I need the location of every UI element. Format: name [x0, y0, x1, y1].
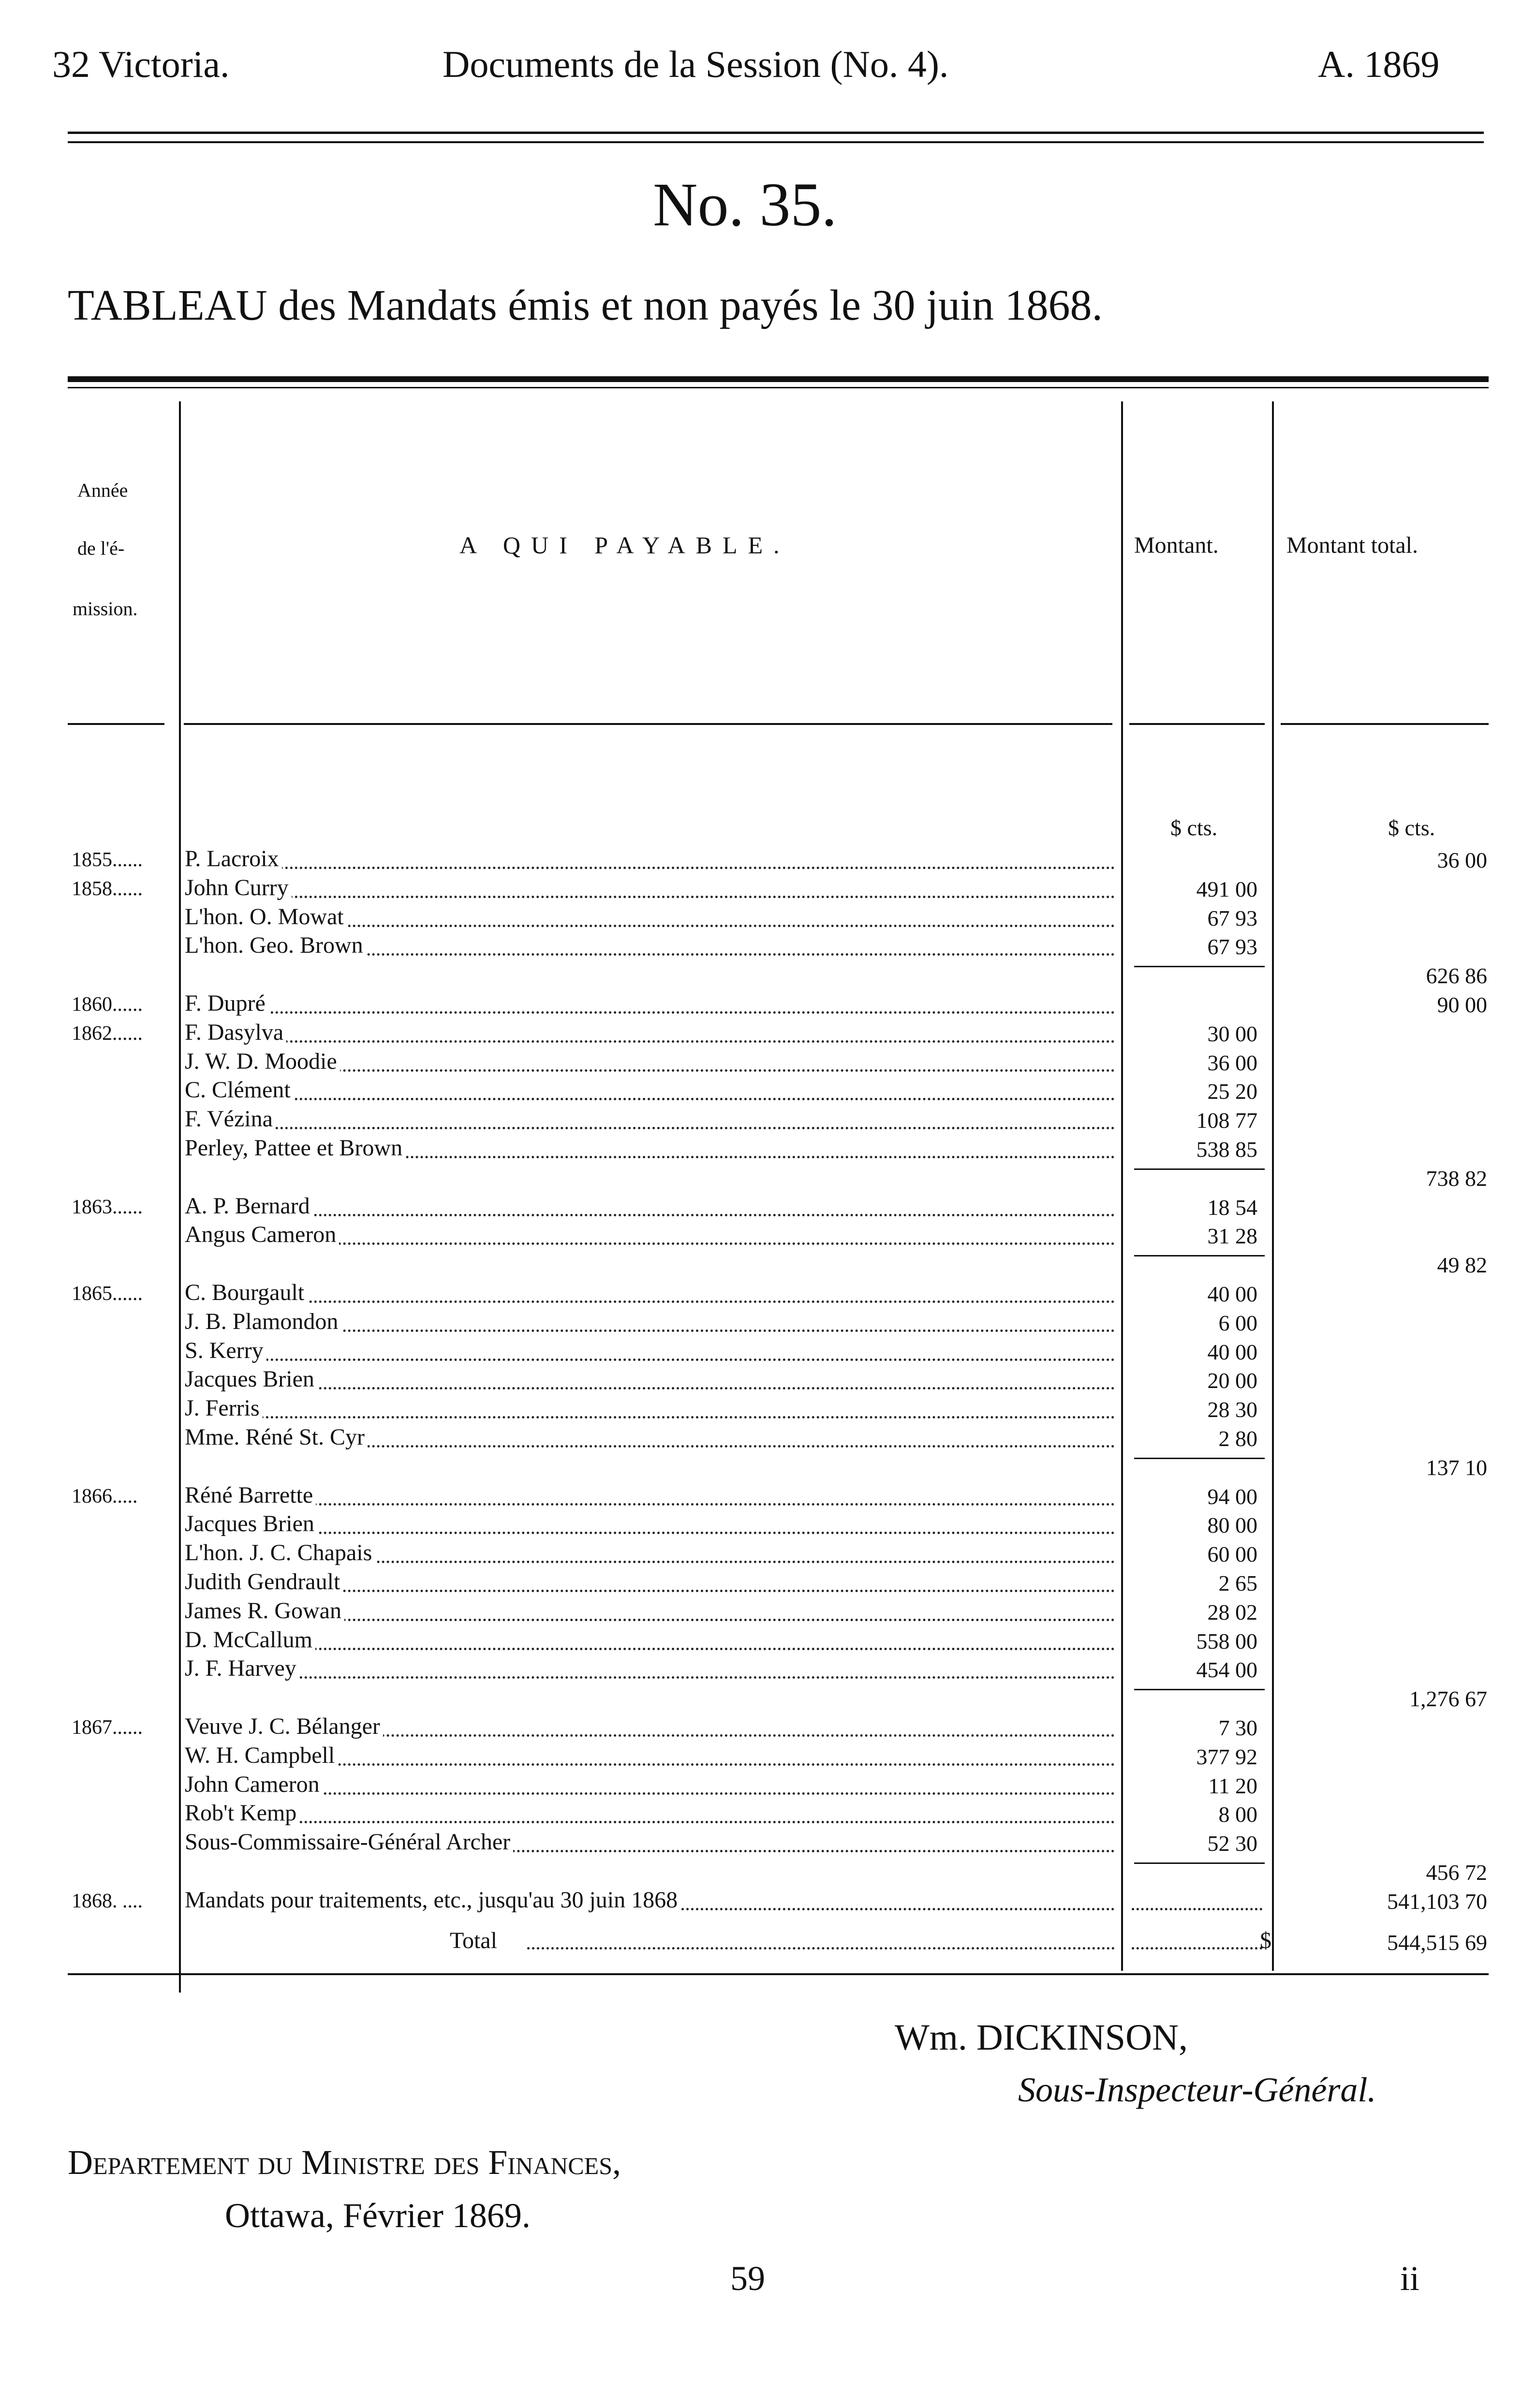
row-amount: 454 00	[1196, 1657, 1257, 1683]
divider-amount	[1272, 401, 1274, 1971]
row-amount: 11 20	[1208, 1773, 1257, 1798]
unit-label-amount: $ cts.	[1170, 815, 1218, 840]
column-head-rule-payee	[184, 723, 1112, 725]
column-head-rule-amount	[1129, 723, 1265, 725]
header-rule-top	[68, 132, 1484, 134]
row-amount: 80 00	[1207, 1513, 1257, 1538]
row-payee: Judith Gendrault	[185, 1568, 343, 1595]
row-total: 456 72	[1426, 1860, 1487, 1885]
header-left: 32 Victoria.	[52, 43, 230, 85]
total-row-value: 544,515 69	[1387, 1930, 1487, 1955]
page-number: 59	[730, 2259, 765, 2298]
unit-label-total: $ cts.	[1388, 815, 1435, 840]
row-payee: Mme. Réné St. Cyr	[185, 1424, 368, 1450]
row-payee: F. Dasylva	[185, 1019, 286, 1046]
subtotal-rule	[1134, 1458, 1265, 1459]
row-leader-dots	[189, 1214, 1115, 1216]
row-leader-dots	[189, 1503, 1115, 1506]
row-amount: 6 00	[1218, 1310, 1257, 1335]
row-leader-dots	[189, 1792, 1115, 1795]
row-leader-dots	[189, 1359, 1115, 1361]
row-total: 738 82	[1426, 1166, 1487, 1191]
row-amount: 2 65	[1218, 1571, 1257, 1595]
header-right: A. 1869	[1318, 43, 1440, 85]
row-payee: Jacques Brien	[185, 1366, 317, 1392]
row-payee: J. W. D. Moodie	[185, 1048, 340, 1075]
row-leader-dots	[189, 1011, 1115, 1014]
column-heading-year-1: Année	[77, 479, 128, 501]
row-payee: J. F. Harvey	[185, 1655, 299, 1682]
subtotal-rule	[1134, 1168, 1265, 1170]
row-payee: C. Bourgault	[185, 1279, 307, 1306]
row-amount: 2 80	[1218, 1426, 1257, 1451]
row-amount: 8 00	[1218, 1802, 1257, 1827]
row-amount-leader-dots	[1132, 1908, 1262, 1910]
row-payee: P. Lacroix	[185, 845, 282, 872]
row-payee: James R. Gowan	[185, 1597, 344, 1624]
table-top-rule	[68, 376, 1489, 382]
row-payee: Mandats pour traitements, etc., jusqu'au 30 juin 1868	[185, 1887, 680, 1913]
row-amount: 558 00	[1196, 1628, 1257, 1654]
column-heading-total: Montant total.	[1286, 532, 1418, 558]
row-year: 1866.....	[72, 1485, 138, 1507]
sheet-mark: ii	[1400, 2259, 1420, 2298]
row-amount: 491 00	[1196, 876, 1257, 901]
row-amount: 40 00	[1207, 1282, 1257, 1306]
row-year: 1867......	[72, 1716, 143, 1739]
row-leader-dots	[189, 867, 1115, 869]
place-date-line: Ottawa, Février 1869.	[225, 2196, 531, 2235]
row-amount: 377 92	[1196, 1744, 1257, 1769]
row-payee: F. Vézina	[185, 1106, 276, 1132]
row-payee: J. Ferris	[185, 1395, 263, 1421]
row-payee: John Cameron	[185, 1771, 323, 1798]
column-head-rule-total	[1281, 723, 1489, 725]
row-payee: L'hon. Geo. Brown	[185, 932, 366, 959]
row-amount: 538 85	[1196, 1137, 1257, 1162]
column-heading-year-3: mission.	[73, 598, 138, 620]
row-leader-dots	[189, 896, 1115, 898]
row-payee: S. Kerry	[185, 1337, 266, 1364]
row-leader-dots	[189, 1127, 1115, 1129]
row-total: 49 82	[1437, 1253, 1487, 1278]
header-center: Documents de la Session (No. 4).	[443, 43, 949, 85]
row-payee: C. Clément	[185, 1077, 294, 1103]
table-title: TABLEAU des Mandats émis et non payés le 30 juin 1868.	[68, 281, 1103, 329]
row-year: 1868. ....	[72, 1890, 143, 1912]
row-amount: 18 54	[1207, 1195, 1257, 1220]
row-payee: W. H. Campbell	[185, 1742, 338, 1769]
total-row-leader	[527, 1947, 1115, 1950]
document-number: No. 35.	[653, 170, 837, 239]
row-payee: Angus Cameron	[185, 1221, 339, 1248]
row-year: 1865......	[72, 1283, 143, 1305]
row-leader-dots	[189, 1648, 1115, 1650]
row-payee: Sous-Commissaire-Général Archer	[185, 1829, 513, 1855]
signature-title: Sous-Inspecteur-Général.	[1018, 2070, 1376, 2109]
total-row-amount-leader	[1132, 1947, 1262, 1950]
row-payee: F. Dupré	[185, 990, 268, 1017]
row-payee: Perley, Pattee et Brown	[185, 1135, 405, 1161]
row-total: 626 86	[1426, 963, 1487, 989]
row-total: 137 10	[1426, 1455, 1487, 1480]
row-year: 1860......	[72, 993, 143, 1016]
row-payee: L'hon. O. Mowat	[185, 903, 347, 930]
row-amount: 40 00	[1207, 1339, 1257, 1364]
divider-year	[179, 401, 181, 1993]
row-payee: D. McCallum	[185, 1626, 315, 1653]
total-row-currency: $	[1260, 1928, 1271, 1953]
table-bottom-rule	[68, 1973, 1489, 1975]
row-amount: 94 00	[1207, 1484, 1257, 1509]
row-total: 541,103 70	[1387, 1889, 1487, 1914]
row-leader-dots	[189, 1387, 1115, 1389]
row-amount: 67 93	[1207, 905, 1257, 931]
divider-payee	[1121, 401, 1123, 1971]
total-row-label: Total	[450, 1928, 497, 1953]
row-total: 90 00	[1437, 992, 1487, 1017]
row-payee: Rob't Kemp	[185, 1800, 299, 1826]
row-amount: 30 00	[1207, 1021, 1257, 1046]
row-leader-dots	[189, 1676, 1115, 1679]
row-amount: 25 20	[1207, 1079, 1257, 1104]
table-top-rule-thin	[68, 387, 1489, 388]
row-amount: 60 00	[1207, 1542, 1257, 1567]
row-year: 1855......	[72, 849, 143, 871]
subtotal-rule	[1134, 1689, 1265, 1690]
row-year: 1863......	[72, 1196, 143, 1218]
row-payee: L'hon. J. C. Chapais	[185, 1539, 375, 1566]
department-line: Departement du Ministre des Finances,	[68, 2143, 621, 2182]
row-amount: 36 00	[1207, 1050, 1257, 1075]
row-payee: J. B. Plamondon	[185, 1308, 341, 1335]
column-heading-amount: Montant.	[1134, 532, 1219, 558]
row-total: 36 00	[1437, 848, 1487, 872]
subtotal-rule	[1134, 966, 1265, 967]
row-amount: 28 30	[1207, 1397, 1257, 1422]
subtotal-rule	[1134, 1862, 1265, 1864]
row-amount: 67 93	[1207, 934, 1257, 960]
row-year: 1858......	[72, 877, 143, 900]
row-leader-dots	[189, 1532, 1115, 1534]
row-amount: 52 30	[1207, 1831, 1257, 1856]
row-payee: John Curry	[185, 874, 292, 901]
row-amount: 7 30	[1218, 1715, 1257, 1740]
row-payee: Jacques Brien	[185, 1510, 317, 1537]
header-rule-bottom	[68, 141, 1484, 143]
row-amount: 20 00	[1207, 1368, 1257, 1393]
column-heading-payee: A QUI PAYABLE.	[459, 532, 790, 559]
column-heading-year-2: de l'é-	[77, 537, 125, 559]
row-leader-dots	[189, 1416, 1115, 1418]
subtotal-rule	[1134, 1255, 1265, 1256]
row-amount: 31 28	[1207, 1224, 1257, 1249]
row-leader-dots	[189, 1300, 1115, 1303]
row-leader-dots	[189, 1040, 1115, 1043]
row-payee: Veuve J. C. Bélanger	[185, 1713, 383, 1740]
row-total: 1,276 67	[1409, 1686, 1487, 1712]
row-payee: A. P. Bernard	[185, 1193, 313, 1219]
column-head-rule-year	[68, 723, 164, 725]
row-leader-dots	[189, 1098, 1115, 1100]
row-year: 1862......	[72, 1022, 143, 1045]
row-leader-dots	[189, 1821, 1115, 1823]
signature-name: Wm. DICKINSON,	[895, 2017, 1188, 2058]
row-payee: Réné Barrette	[185, 1482, 316, 1508]
row-amount: 28 02	[1207, 1599, 1257, 1625]
row-amount: 108 77	[1196, 1108, 1257, 1133]
